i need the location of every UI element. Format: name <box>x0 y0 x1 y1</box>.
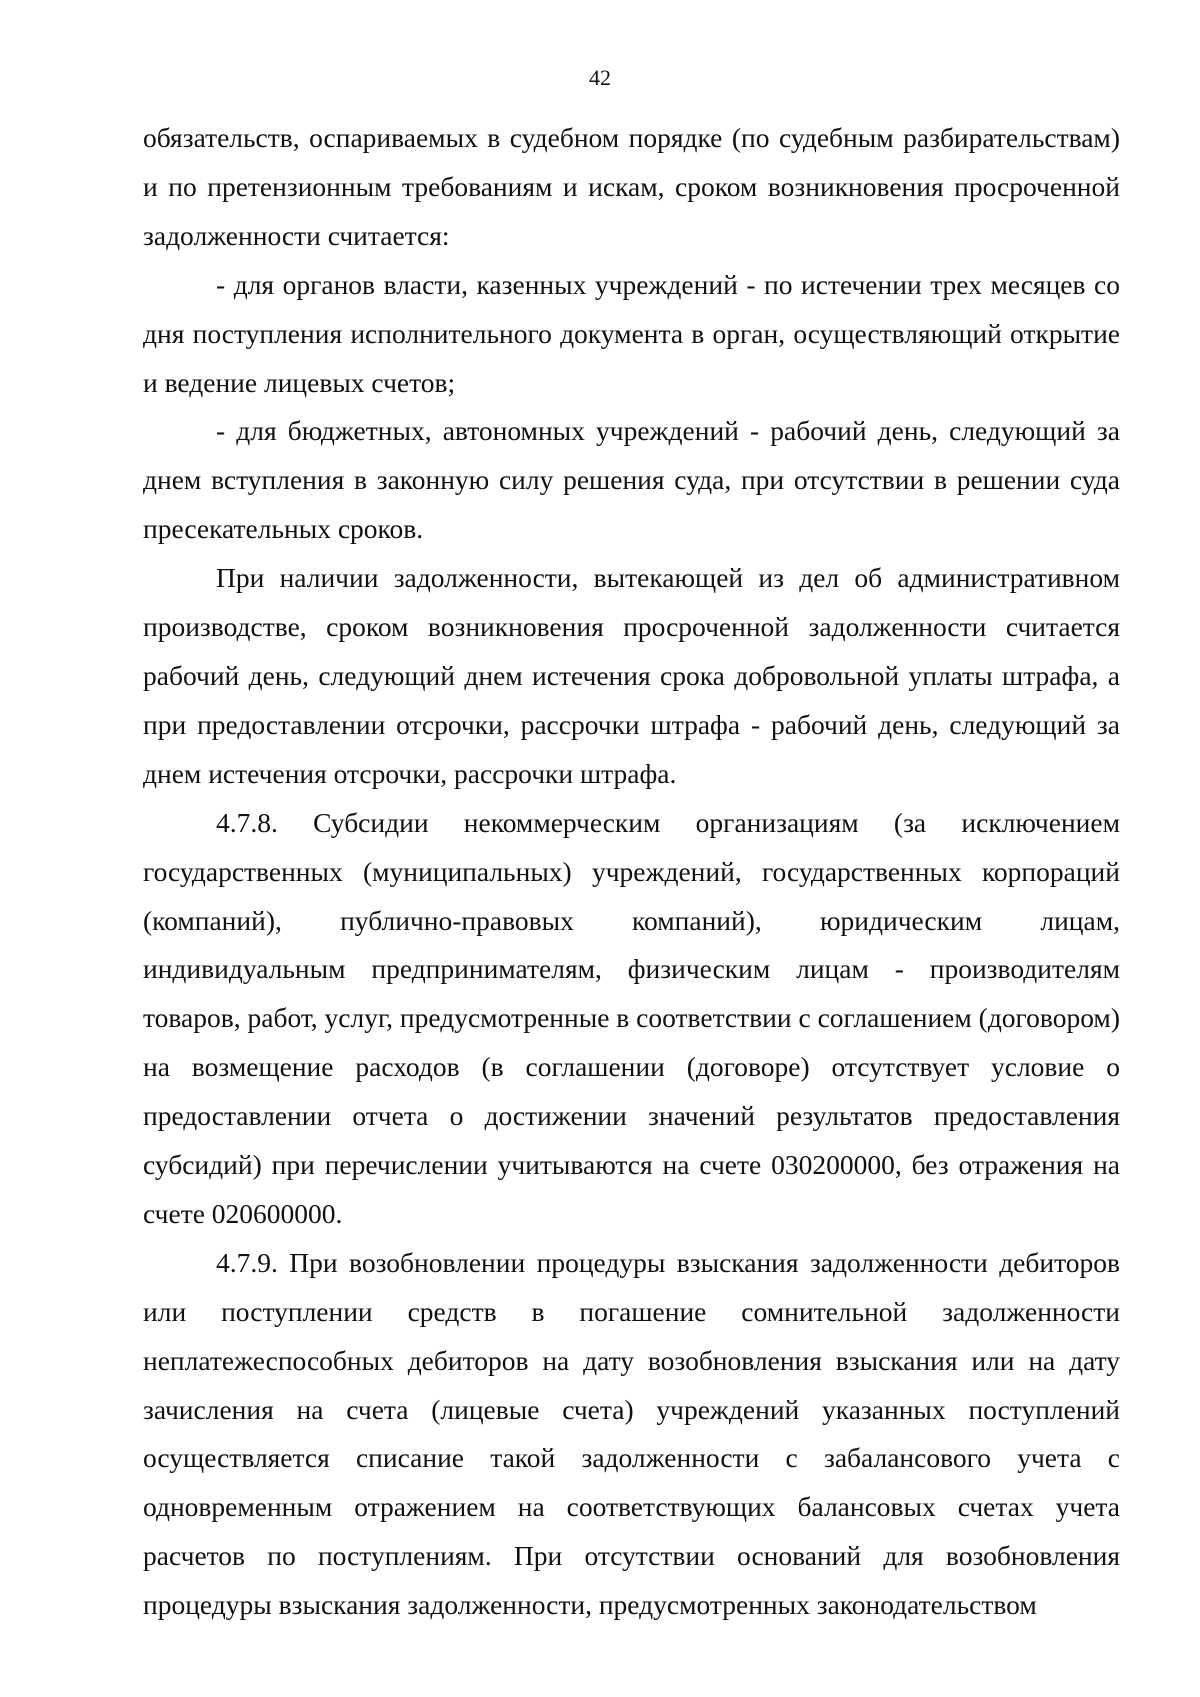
paragraph-administrative-debt: При наличии задолженности, вытекающей из дел об административном производстве, сроком возникновения просроченной задолженности считается рабочий день, следующий днем истечения срока добровольной уплаты штрафа, а при предоставлении отсрочки, рассрочки штрафа - рабочий день, следующий за днем истечения отсрочки, рассрочки штрафа. <box>143 562 1120 789</box>
page-number: 42 <box>589 65 611 90</box>
paragraph-continuation: обязательств, оспариваемых в судебном порядке (по судебным разбирательствам) и по претензионным требованиям и искам, сроком возникновения просроченной задолженности считается: <box>143 122 1120 251</box>
paragraph-section-4-7-8: 4.7.8. Субсидии некоммерческим организациям (за исключением государственных (муниципальных) учреждений, государственных корпораций (компаний), публично-правовых компаний), юридическим лицам, индивидуальным предпринимателям, физическим лицам - производителям товаров, работ, услуг, предусмотренные в соответствии с соглашением (договором) на возмещение расходов (в соглашении (договоре) отсутствует условие о предоставлении отчета о достижении значений результатов предоставления субсидий) при перечислении учитываются на счете 030200000, без отражения на счете 020600000. <box>143 806 1120 1229</box>
paragraph-section-4-7-9: 4.7.9. При возобновлении процедуры взыскания задолженности дебиторов или поступлении средств в погашение сомнительной задолженности неплатежеспособных дебиторов на дату возобновления взыскания или на дату зачисления на счета (лицевые счета) учреждений указанных поступлений осуществляется списание такой задолженности с забалансового учета с одновременным отражением на соответствующих балансовых счетах учета расчетов по поступлениям. При отсутствии оснований для возобновления процедуры взыскания задолженности, предусмотренных законодательством <box>143 1246 1120 1621</box>
paragraph-list-item-government: - для органов власти, казенных учреждений - по истечении трех месяцев со дня поступления исполнительного документа в орган, осуществляющий открытие и ведение лицевых счетов; <box>143 268 1120 398</box>
paragraph-list-item-budgetary: - для бюджетных, автономных учреждений - рабочий день, следующий за днем вступления в законную силу решения суда, при отсутствии в решении суда пресекательных сроков. <box>143 415 1120 545</box>
document-body <box>143 114 1120 1630</box>
